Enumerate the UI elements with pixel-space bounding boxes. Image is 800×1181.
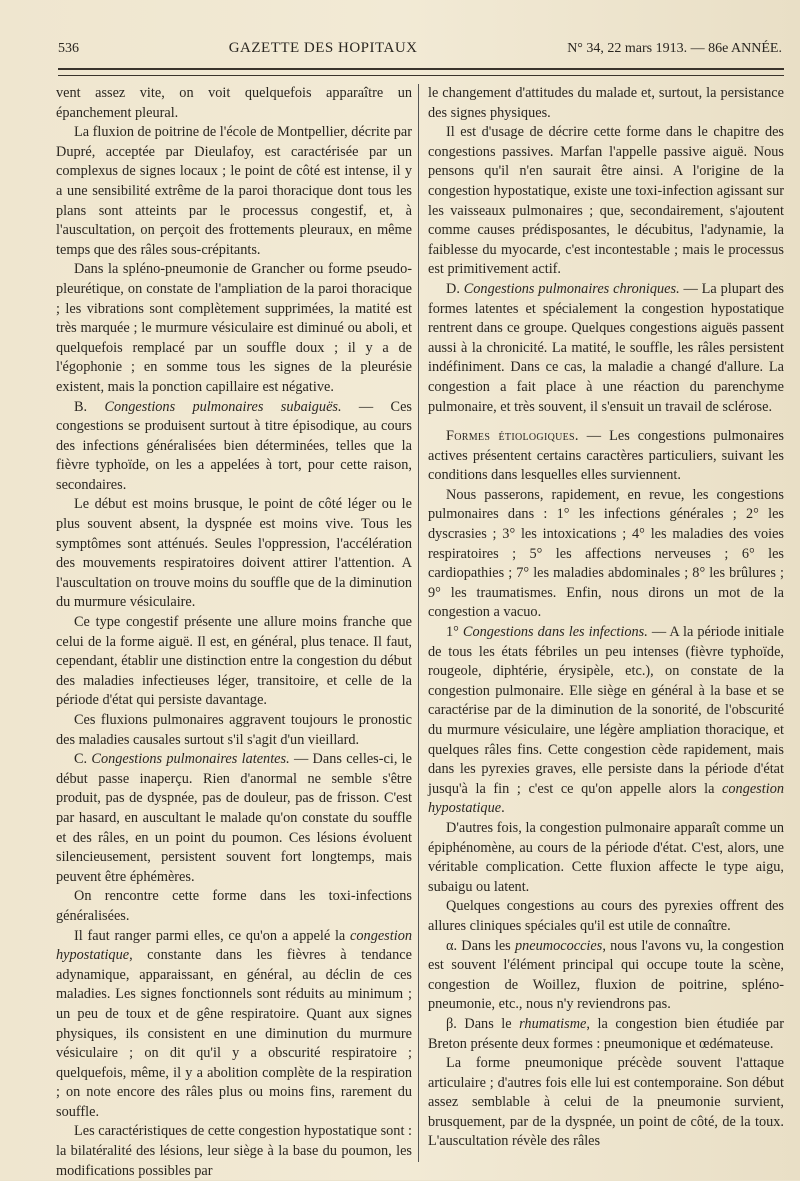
section-title: Congestions pulmonaires latentes. xyxy=(91,751,290,768)
section-paragraph xyxy=(56,750,412,887)
section-paragraph xyxy=(56,398,412,496)
section-text: — La plupart des formes latentes et spécialement la congestion hypostatique rentrent dans ce groupe. Quelques congestions aiguës passent aussi à la chronicité. La matité, le souffle, les râles persistent indéfiniment. Dans ce cas, la maladie a changé d'allure. La congestion a fait place à une réaction du parenchyme pulmonaire, et très souvent, il s'ensuit un travail de sclérose. xyxy=(428,280,784,415)
section-letter: D. xyxy=(446,280,464,297)
text-run: , la congestion bien étudiée par Breton présente deux formes : pneumonique et œdémateuse. xyxy=(428,1015,784,1052)
header-rule-thick xyxy=(58,68,784,70)
column-separator xyxy=(418,84,419,1162)
header-rule-thin xyxy=(58,75,784,76)
paragraph xyxy=(428,937,784,1015)
italic-term: congestion hypostatique xyxy=(56,927,412,964)
paragraph: le changement d'attitudes du malade et, surtout, la persistance des signes physiques. xyxy=(428,85,784,121)
section-paragraph xyxy=(428,280,784,417)
section-title: Congestions pulmonaires chroniques. xyxy=(463,280,680,297)
section-title: Congestions pulmonaires subaiguës. xyxy=(104,398,342,415)
text-run: , nous l'avons vu, la congestion est souvent l'élément principal qui occupe toute la scène, congestion de Woillez, fluxion de poitrine, spléno-pneumonie, etc., nous n'y reviendrons pas. xyxy=(428,937,784,1013)
italic-term: congestion hypostatique xyxy=(428,780,784,817)
italic-term: pneumococcies xyxy=(514,937,603,954)
paragraph: Nous passerons, rapidement, en revue, les congestions pulmonaires dans : 1° les infections générales ; 2° les dyscrasies ; 3° les intoxications ; 4° les maladies des voies respiratoires ; 5° les affections nerveuses ; 6° les cardiopathies ; 7° les maladies abdominales ; 8° les brûlures ; 9° les traumatismes. Enfin, nous dirons un mot de la congestion a vacuo. xyxy=(428,486,784,621)
section-letter: B. xyxy=(74,398,105,415)
left-column xyxy=(56,84,413,1179)
paragraph: Ces fluxions pulmonaires aggravent toujours le pronostic des maladies causales surtout s'il s'agit d'un vieillard. xyxy=(56,712,412,748)
page-number: 536 xyxy=(58,41,79,56)
right-column xyxy=(428,84,784,1164)
heading-paragraph xyxy=(428,427,784,486)
section-text: — Dans celles-ci, le début passe inaperçu. Rien d'anormal ne semble s'être produit, pas de dyspnée, pas de douleur, pas de frisson. C'est par hasard, en auscultant le malade qu'on constate du souffle et des râles, en un point du poumon. Ces lésions évoluent silencieusement, persistent souvent fort longtemps, mais peuvent être éphémères. xyxy=(56,751,413,885)
paragraph: Ce type congestif présente une allure moins franche que celui de la forme aiguë. Il est, en général, plus tenace. Il faut, cependant, établir une distinction entre la congestion du début des maladies infectieuses léger, transitoire, et celle de la période d'état qui persiste davantage. xyxy=(56,614,412,709)
page-header xyxy=(58,40,782,64)
paragraph: La forme pneumonique précède souvent l'attaque articulaire ; d'autres fois elle lui est contemporaine. Son début assez semblable à celui de la pneumonie survient, brusquement, par de la dyspnée, un point de côté, de la toux. L'auscultation révèle des râles xyxy=(428,1055,784,1150)
section-number: 1° xyxy=(446,624,463,641)
section-paragraph xyxy=(428,623,784,819)
text-run: . xyxy=(501,800,505,817)
section-letter: C. xyxy=(74,751,92,768)
text-run: Il faut ranger parmi elles, ce qu'on a appelé la xyxy=(74,927,351,944)
section-text: — Ces congestions se produisent surtout à titre épisodique, au cours des infections généralisées bien déterminées, telles que la fièvre typhoïde, on les a appelées à tort, pour cette raison, secondaires. xyxy=(56,398,412,493)
section-title: Congestions dans les infections. xyxy=(462,624,648,641)
paragraph: La fluxion de poitrine de l'école de Montpellier, décrite par Dupré, acceptée par Dieulafoy, est caractérisée par un complexus de signes locaux ; le point de côté est intense, il y a une sensibilité extrême de la paroi thoracique dont tous les plans sont atteints par le processus congestif, et, à l'auscultation, on perçoit des frottements pleuraux, en même temps que des râles sous-crépitants. xyxy=(56,124,412,258)
paragraph xyxy=(428,1015,784,1054)
journal-title: GAZETTE DES HOPITAUX xyxy=(228,40,418,56)
paragraph: Dans la spléno-pneumonie de Grancher ou forme pseudo-pleurétique, on constate de l'ampliation de la paroi thoracique ; les vibrations sont complètement supprimées, la matité est très marquée ; le murmure vésiculaire est diminué ou aboli, et quelquefois remplacé par un souffle doux ; il y a de l'égophonie ; en somme tous les signes de la pleurésie existent, mais la ponction capillaire est négative. xyxy=(56,261,412,395)
paragraph xyxy=(56,927,412,1123)
issue-info: N° 34, 22 mars 1913. — 86e ANNÉE. xyxy=(567,41,782,56)
italic-term: rhumatisme xyxy=(519,1015,587,1032)
paragraph: Les caractéristiques de cette congestion hypostatique sont : la bilatéralité des lésions, leur siège à la base du poumon, les modifications possibles par xyxy=(56,1123,412,1179)
paragraph: Le début est moins brusque, le point de côté léger ou le plus souvent absent, la dyspnée est moins vive. Tous les symptômes sont atténués. Seules l'oppression, l'accélération des mouvements respiratoires doivent attirer l'attention. A l'auscultation on trouve moins du souffle que de la diminution du murmure vésiculaire. xyxy=(56,496,412,611)
paragraph: vent assez vite, on voit quelquefois apparaître un épanchement pleural. xyxy=(56,85,412,121)
text-run: , constante dans les fièvres à tendance adynamique, apparaissant, en général, au déclin de ces maladies. Les signes fonctionnels sont réduits au minimum ; un peu de toux et de gêne respiratoire. Quant aux signes physiques, ils consistent en une diminution du murmure vésiculaire ; on dit qu'il y a obscurité respiratoire ; quelquefois, même, il y a abolition complète de la respiration ; on note encore des râles plus ou moins fins, rarement du souffle. xyxy=(56,947,412,1120)
text-run: α. Dans les xyxy=(446,937,515,954)
section-text: — A la période initiale de tous les états fébriles un peu intenses (fièvre typhoïde, rougeole, diphtérie, érysipèle, etc.), on constate de la congestion pulmonaire. Elle siège en général à la base et se caractérise par de la diminution de la sonorité, de l'obscurité du murmure vésiculaire, une légère ampliation thoracique, et quelques râles fins. Cette congestion cède rapidement, mais dans les pyrexies graves, elle persiste dans la période d'état jusqu'à la fin ; c'est ce qu'on appelle alors la xyxy=(428,624,784,797)
paragraph: On rencontre cette forme dans les toxi-infections généralisées. xyxy=(56,888,412,924)
paragraph: Quelques congestions au cours des pyrexies offrent des allures cliniques spéciales qu'il est utile de connaître. xyxy=(428,898,784,934)
paragraph: Il est d'usage de décrire cette forme dans le chapitre des congestions passives. Marfan l'appelle passive aiguë. Nous pensons qu'il n'en saurait être ainsi. A l'origine de la congestion hypostatique, existe une toxi-infection agissant sur les vaisseaux pulmonaires ; que, secondairement, s'ajoutent comme causes prédisposantes, le décubitus, l'adynamie, la faiblesse du myocarde, c'est incontestable ; mais le processus est primitivement actif. xyxy=(428,124,784,278)
paragraph: D'autres fois, la congestion pulmonaire apparaît comme un épiphénomène, au cours de la période d'état. C'est, alors, une véritable complication. Cette fluxion affecte le type aigu, subaigu ou latent. xyxy=(428,819,784,895)
section-heading: Formes étiologiques. xyxy=(446,428,579,445)
text-run: β. Dans le xyxy=(446,1015,520,1032)
section-text: — Les congestions pulmonaires actives présentent certains caractères particuliers, suivant les conditions dans lesquelles elles surviennent. xyxy=(428,428,784,484)
